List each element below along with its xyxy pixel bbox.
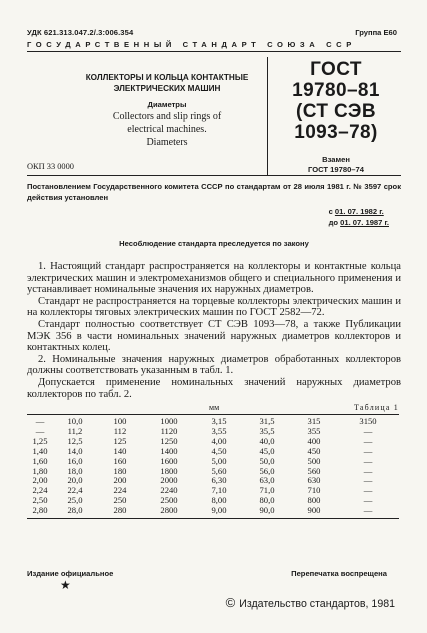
header-rule bbox=[27, 175, 401, 176]
table-cell: 140 bbox=[113, 445, 127, 456]
table-cell: 3150 bbox=[359, 416, 377, 426]
title-divider bbox=[267, 57, 268, 175]
table-cell: 25,0 bbox=[67, 495, 83, 506]
group-code: Группа Е60 bbox=[355, 28, 397, 37]
table-cell: — bbox=[363, 485, 373, 496]
paragraph-5: Допускается применение номинальных значений наружных диаметров коллекторов по табл. 2. bbox=[27, 376, 401, 400]
table-cell: — bbox=[363, 435, 373, 446]
table-cell: 16,0 bbox=[67, 455, 83, 466]
table-cell: 2800 bbox=[160, 505, 178, 516]
table-cell: 28,0 bbox=[67, 505, 83, 516]
table-cell: 3,55 bbox=[211, 425, 227, 436]
table-cell: — bbox=[35, 416, 45, 426]
table-cell: 9,00 bbox=[211, 505, 227, 516]
table-cell: 11,2 bbox=[67, 425, 83, 436]
table-cell: 2,24 bbox=[32, 485, 48, 496]
table-cell: 1600 bbox=[160, 455, 178, 466]
resolution-text: Постановлением Государственного комитета СССР по стандартам от 28 июля 1981 г. № 3597 срок действия установлен bbox=[27, 182, 401, 202]
table-cell: 1120 bbox=[160, 425, 178, 436]
table-cell: 31,5 bbox=[259, 416, 275, 426]
date-to: 01. 07. 1987 г. bbox=[340, 217, 389, 227]
table-cell: 63,0 bbox=[259, 475, 275, 486]
copyright-icon: © bbox=[225, 595, 236, 610]
table-cell: 315 bbox=[307, 416, 321, 426]
table-cell: 160 bbox=[113, 455, 127, 466]
replaces-standard: ГОСТ 19780–74 bbox=[308, 164, 364, 174]
table-cell: 6,30 bbox=[211, 475, 227, 486]
table-cell: 12,5 bbox=[67, 435, 83, 446]
title-en-line3: Diameters bbox=[146, 137, 188, 148]
date-to-label: до bbox=[328, 217, 341, 227]
table-cell: 20,0 bbox=[67, 475, 83, 486]
copyright bbox=[226, 595, 395, 610]
table-bottom-rule bbox=[27, 518, 399, 519]
table-cell: 5,00 bbox=[211, 455, 227, 466]
table-cell: 100 bbox=[113, 416, 127, 426]
table-cell: — bbox=[363, 505, 373, 516]
table-cell: 560 bbox=[307, 465, 321, 476]
table-cell: 50,0 bbox=[259, 455, 275, 466]
table-cell: 800 bbox=[307, 495, 321, 506]
table-cell: 710 bbox=[307, 485, 321, 496]
table-cell: — bbox=[35, 425, 45, 436]
table-cell: 2000 bbox=[160, 475, 178, 486]
table-cell: 10,0 bbox=[67, 416, 83, 426]
table-cell: 8,00 bbox=[211, 495, 227, 506]
title-block bbox=[27, 57, 401, 174]
table-cell: 3,15 bbox=[211, 416, 227, 426]
table-cell: 18,0 bbox=[67, 465, 83, 476]
date-from-row bbox=[329, 207, 389, 218]
table-cell: 14,0 bbox=[67, 445, 83, 456]
table-cell: 22,4 bbox=[67, 485, 83, 496]
table-cell: — bbox=[363, 475, 373, 486]
diameters-table bbox=[27, 417, 399, 516]
date-to-row bbox=[329, 218, 389, 229]
replaces-label: Взамен bbox=[322, 155, 350, 164]
table-cell: 500 bbox=[307, 455, 321, 466]
udk-code: УДК 621.313.047.2/.3:006.354 bbox=[27, 28, 134, 37]
gost-line3: (СТ СЭВ bbox=[296, 101, 376, 122]
date-from: 01. 07. 1982 г. bbox=[334, 207, 384, 216]
table-unit: мм bbox=[209, 403, 220, 412]
title-en-line1: Collectors and slip rings of bbox=[112, 111, 222, 122]
table-cell: — bbox=[363, 465, 373, 476]
body-text bbox=[27, 261, 401, 400]
copyright-text: Издательство стандартов, 1981 bbox=[239, 598, 395, 610]
table-cell: 40,0 bbox=[259, 435, 275, 446]
table-top-rule bbox=[27, 414, 399, 415]
table-cell: 56,0 bbox=[259, 465, 275, 476]
title-ru-line2: ЭЛЕКТРИЧЕСКИХ МАШИН bbox=[113, 84, 221, 93]
title-left bbox=[69, 72, 265, 148]
table-cell: — bbox=[363, 445, 373, 456]
table-cell: 45,0 bbox=[259, 445, 275, 456]
title-ru-line1: КОЛЛЕКТОРЫ И КОЛЬЦА КОНТАКТНЫЕ bbox=[85, 73, 249, 82]
official-edition: Издание официальное bbox=[27, 569, 114, 578]
table-cell: 35,5 bbox=[259, 425, 275, 436]
date-from-label: с bbox=[328, 207, 335, 216]
table-cell: 450 bbox=[307, 445, 321, 456]
table-1-block bbox=[27, 403, 401, 519]
table-cell: 2,50 bbox=[32, 495, 48, 506]
table-cell: 112 bbox=[113, 425, 127, 436]
table-cell: 125 bbox=[113, 435, 127, 446]
table-cell: 224 bbox=[113, 485, 127, 496]
table-cell: 2240 bbox=[160, 485, 178, 496]
table-cell: 5,60 bbox=[211, 465, 227, 476]
table-cell: 1400 bbox=[160, 445, 178, 456]
table-cell: 400 bbox=[307, 435, 321, 446]
table-cell: 280 bbox=[113, 505, 127, 516]
gost-block bbox=[271, 59, 401, 174]
paragraph-2: Стандарт не распространяется на торцевые коллекторы электрических машин и на коллекторы тяговых электрических машин по ГОСТ 2582—72. bbox=[27, 295, 401, 319]
subtitle-ru: Диаметры bbox=[147, 100, 187, 109]
table-cell: 2,80 bbox=[32, 505, 48, 516]
table-cell: 900 bbox=[307, 505, 321, 516]
okp-code: ОКП 33 0000 bbox=[27, 162, 74, 171]
table-cell: 2500 bbox=[160, 495, 178, 506]
table-cell: — bbox=[363, 495, 373, 506]
table-cell: — bbox=[363, 455, 373, 466]
validity-dates bbox=[329, 207, 389, 228]
table-caption bbox=[27, 403, 401, 414]
table-cell: 1,80 bbox=[32, 465, 48, 476]
table-cell: 200 bbox=[113, 475, 127, 486]
table-cell: 4,00 bbox=[211, 435, 227, 446]
table-cell: 1250 bbox=[160, 435, 178, 446]
table-cell: 7,10 bbox=[211, 485, 227, 496]
table-cell: 250 bbox=[113, 495, 127, 506]
gost-line2: 19780–81 bbox=[292, 80, 380, 101]
gost-line4: 1093–78) bbox=[294, 122, 378, 143]
top-line bbox=[27, 28, 401, 40]
table-cell: 1,25 bbox=[32, 435, 48, 446]
table-cell: 90,0 bbox=[259, 505, 275, 516]
table-row bbox=[27, 506, 399, 516]
law-notice: Несоблюдение стандарта преследуется по закону bbox=[119, 239, 309, 248]
table-number: Таблица 1 bbox=[353, 403, 399, 412]
state-standard-header: ГОСУДАРСТВЕННЫЙ СТАНДАРТ СОЮЗА ССР bbox=[27, 40, 401, 52]
reprint-prohibited: Перепечатка воспрещена bbox=[291, 569, 387, 578]
star-icon: ★ bbox=[60, 578, 71, 592]
table-cell: 355 bbox=[307, 425, 321, 436]
paragraph-3: Стандарт полностью соответствует СТ СЭВ 1093—78, а также Публикации МЭК 356 в части номинальных значений наружных диаметров коллекторов и контактных колец. bbox=[27, 318, 401, 354]
table-cell: 180 bbox=[113, 465, 127, 476]
table-cell: 2,00 bbox=[32, 475, 48, 486]
paragraph-4: 2. Номинальные значения наружных диаметров обработанных коллекторов должны соответствовать указанным в табл. 1. bbox=[27, 353, 401, 377]
table-cell: 80,0 bbox=[259, 495, 275, 506]
table-cell: 1800 bbox=[160, 465, 178, 476]
title-en-line2: electrical machines. bbox=[127, 124, 207, 135]
table-cell: 1,40 bbox=[32, 445, 48, 456]
table-cell: 1,60 bbox=[32, 455, 48, 466]
paragraph-1: 1. Настоящий стандарт распространяется на коллекторы и контактные кольца электрических машин и электромеханизмов общего и специального применения и устанавливает номинальные значения их наружных диаметров. bbox=[27, 261, 401, 296]
table-cell: — bbox=[363, 425, 373, 436]
table-cell: 71,0 bbox=[259, 485, 275, 496]
table-cell: 1000 bbox=[160, 416, 178, 426]
table-cell: 630 bbox=[307, 475, 321, 486]
gost-line1: ГОСТ bbox=[310, 59, 362, 80]
table-cell: 4,50 bbox=[211, 445, 227, 456]
